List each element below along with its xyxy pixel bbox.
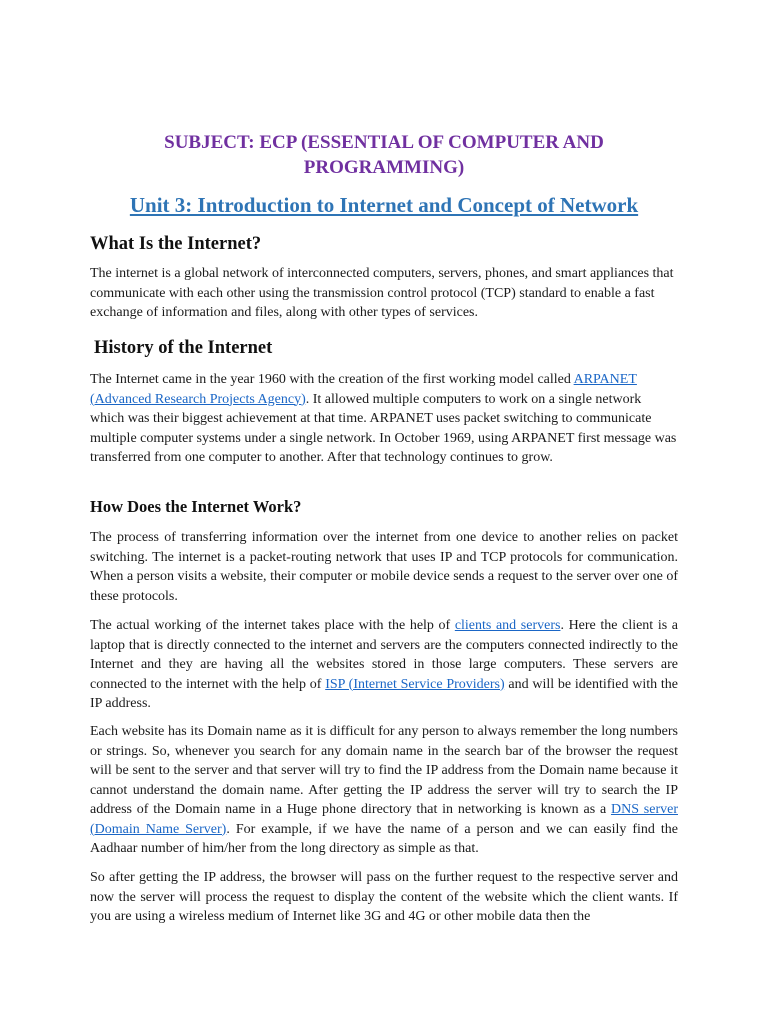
clients-servers-link[interactable]: clients and servers — [454, 618, 561, 633]
subject-heading: SUBJECT: ECP (ESSENTIAL OF COMPUTER AND PROGRAMMING) — [164, 132, 604, 178]
paragraph-history — [90, 370, 678, 468]
isp-link[interactable]: ISP (Internet Service Providers) — [325, 676, 505, 692]
heading-history: History of the Internet — [94, 338, 273, 358]
arpanet-link[interactable]: ARPANET (Advanced Research Projects Agency) — [90, 372, 637, 407]
actual-text-2: . Here the client is a laptop that is directly connected to the internet and servers are the computers connected indirectly to the Internet and they are having all the websites stored in those large computers. These servers are connected to the internet with the help of — [90, 618, 678, 692]
paragraph-what-is-internet: The internet is a global network of interconnected computers, servers, phones, and smart appliances that communicate with each other using the transmission control protocol (TCP) standard to enable a fast exchange of information and files, along with other types of services. — [90, 266, 674, 320]
domain-text-1: Each website has its Domain name as it is difficult for any person to always remember the long numbers or strings. So, whenever you search for any domain name in the search bar of the browser the request will be sent to the server and that server will try to find the IP address from the Domain name because it cannot understand the domain name. After getting the IP address the server will try to search the IP address of the Domain name in a Huge phone directory that in networking is known as a — [90, 724, 678, 817]
unit-title: Unit 3: Introduction to Internet and Concept of Network — [129, 193, 639, 217]
heading-what-is-internet: What Is the Internet? — [90, 234, 262, 254]
paragraph-domain-name — [90, 722, 678, 859]
domain-text-2: . For example, if we have the name of a person and we can easily find the Aadhaar number of him/her from the long directory as simple as that. — [90, 821, 678, 856]
paragraph-actual-working — [90, 616, 678, 714]
actual-text-1: The actual working of the internet takes place with the help of — [90, 618, 455, 633]
paragraph-how-internet-works: The process of transferring information over the internet from one device to another relies on packet switching. The internet is a packet-routing network that uses IP and TCP protocols for communication. When a person visits a website, their computer or mobile device sends a request to the server over one of these protocols. — [90, 530, 678, 604]
history-text-2: . It allowed multiple computers to work on a single network which was their biggest achievement at that time. ARPANET uses packet switching to communicate multiple computer systems under a single network. In October 1969, using ARPANET first message was transferred from one computer to another. After that technology continues to grow. — [90, 391, 677, 465]
actual-text-3: and will be identified with the IP address. — [90, 676, 678, 711]
heading-how-internet-works: How Does the Internet Work? — [90, 497, 302, 516]
dns-server-link[interactable]: DNS server (Domain Name Server) — [90, 802, 678, 837]
paragraph-after-ip: So after getting the IP address, the browser will pass on the further request to the respective server and now the server will process the request to display the content of the website which the client wants. If you are using a wireless medium of Internet like 3G and 4G or other mobile data then the — [90, 870, 678, 924]
history-text-1: The Internet came in the year 1960 with the creation of the first working model called — [90, 372, 574, 387]
